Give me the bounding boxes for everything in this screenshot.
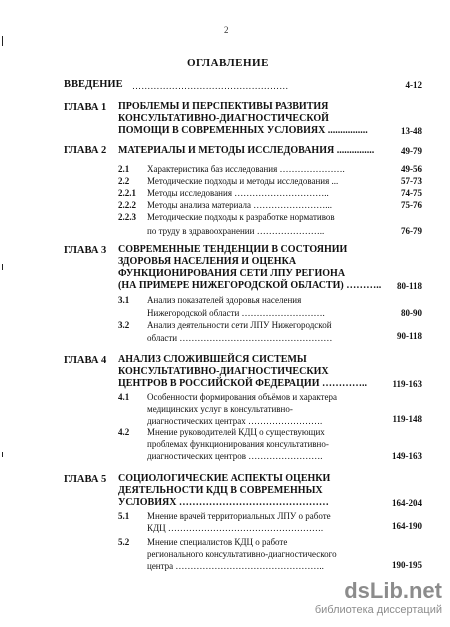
section-title-line: проблемах функционирования консультативно- xyxy=(147,439,329,449)
entry-pages: 164-190 xyxy=(392,521,422,531)
chapter-title-line: КОНСУЛЬТАТИВНО-ДИАГНОСТИЧЕСКОЙ xyxy=(118,113,329,124)
section-title: Методы исследования ………………………….. xyxy=(147,188,329,198)
section-number: 3.1 xyxy=(118,295,130,305)
entry-pages: 57-73 xyxy=(401,176,422,186)
section-title-line: области …………………………………………… xyxy=(147,333,333,343)
chapter-title-line: КОНСУЛЬТАТИВНО-ДИАГНОСТИЧЕСКИХ xyxy=(118,366,329,377)
chapter-label: ГЛАВА 3 xyxy=(64,245,107,256)
entry-pages: 13-48 xyxy=(401,126,422,136)
page-number: 2 xyxy=(224,25,229,35)
section-number: 5.1 xyxy=(118,511,130,521)
chapter-title-line: ДЕЯТЕЛЬНОСТИ КДЦ В СОВРЕМЕННЫХ xyxy=(118,485,323,496)
entry-pages: 164-204 xyxy=(392,498,422,508)
chapter-title-line: СОВРЕМЕННЫЕ ТЕНДЕНЦИИ В СОСТОЯНИИ xyxy=(118,244,348,255)
chapter-title-line: ПОМОЩИ В СОВРЕМЕННЫХ УСЛОВИЯХ ................ xyxy=(118,125,368,136)
chapter-title-line: УСЛОВИЯХ ……………………………………… xyxy=(118,497,329,508)
section-title-line: КДЦ ……………………………………………. xyxy=(147,523,324,533)
toc-title: ОГЛАВЛЕНИЕ xyxy=(187,57,269,69)
entry-pages: 149-163 xyxy=(392,451,422,461)
section-title-line: Мнение руководителей КДЦ о существующих xyxy=(147,427,325,437)
entry-pages: 49-79 xyxy=(401,146,422,156)
entry-dots: …………………………………………… xyxy=(132,81,289,91)
section-title-line: Анализ деятельности сети ЛПУ Нижегородской xyxy=(147,320,332,330)
scan-mark xyxy=(2,36,3,46)
section-number: 4.1 xyxy=(118,392,130,402)
section-number: 2.2.2 xyxy=(118,200,136,210)
section-number: 2.2 xyxy=(118,176,130,186)
section-number: 4.2 xyxy=(118,427,130,437)
section-number: 2.2.1 xyxy=(118,188,136,198)
entry-pages: 190-195 xyxy=(392,560,422,570)
section-title-line: центра ………………………………………….. xyxy=(147,561,324,571)
section-title-line: Методические подходы к разработке нормативов xyxy=(147,212,335,222)
entry-pages: 80-118 xyxy=(396,281,422,291)
section-number: 5.2 xyxy=(118,537,130,547)
section-title-line: Нижегородской области ………………………. xyxy=(147,308,325,318)
scan-mark xyxy=(2,264,3,270)
entry-pages: 90-118 xyxy=(396,331,422,341)
section-number: 2.2.3 xyxy=(118,212,136,222)
entry-pages: 119-163 xyxy=(392,379,422,389)
section-number: 2.1 xyxy=(118,164,130,174)
section-title-line: по труду в здравоохранении ………………….. xyxy=(147,226,325,236)
entry-pages: 49-56 xyxy=(401,164,422,174)
chapter-title-line: (НА ПРИМЕРЕ НИЖЕГОРОДСКОЙ ОБЛАСТИ) ……….. xyxy=(118,280,382,291)
section-title-line: диагностических центров ……………………. xyxy=(147,451,323,461)
chapter-label: ГЛАВА 1 xyxy=(64,102,107,113)
section-number: 3.2 xyxy=(118,320,130,330)
chapter-title-line: ФУНКЦИОНИРОВАНИЯ СЕТИ ЛПУ РЕГИОНА xyxy=(118,268,346,279)
section-title-line: Особенности формирования объёмов и характера xyxy=(147,392,337,402)
chapter-label: ГЛАВА 5 xyxy=(64,474,107,485)
chapter-title-line: ЗДОРОВЬЯ НАСЕЛЕНИЯ И ОЦЕНКА xyxy=(118,256,297,267)
section-title-line: Мнение врачей территориальных ЛПУ о работе xyxy=(147,511,331,521)
entry-label: ВВЕДЕНИЕ xyxy=(64,79,123,90)
section-title-line: регионального консультативно-диагностического xyxy=(147,549,337,559)
chapter-title-line: МАТЕРИАЛЫ И МЕТОДЫ ИССЛЕДОВАНИЯ ............... xyxy=(118,145,375,156)
section-title-line: Мнение специалистов КДЦ о работе xyxy=(147,537,288,547)
entry-pages: 76-79 xyxy=(401,226,422,236)
chapter-title-line: ПРОБЛЕМЫ И ПЕРСПЕКТИВЫ РАЗВИТИЯ xyxy=(118,101,329,112)
entry-pages: 4-12 xyxy=(405,80,422,90)
section-title: Методы анализа материала ……………………... xyxy=(147,200,333,210)
watermark-caption: библиотека диссертаций xyxy=(314,604,442,616)
chapter-title-line: АНАЛИЗ СЛОЖИВШЕЙСЯ СИСТЕМЫ xyxy=(118,354,307,365)
entry-pages: 119-148 xyxy=(392,414,422,424)
scan-mark xyxy=(2,452,3,457)
section-title: Методические подходы и методы исследования ... xyxy=(147,176,339,186)
section-title-line: диагностических центрах ……………………. xyxy=(147,416,323,426)
section-title-line: медицинских услуг в консультативно- xyxy=(147,404,293,414)
section-title: Характеристика баз исследования …………………. xyxy=(147,164,345,174)
chapter-title-line: ЦЕНТРОВ В РОССИЙСКОЙ ФЕДЕРАЦИИ ………….. xyxy=(118,378,367,389)
section-title-line: Анализ показателей здоровья населения xyxy=(147,295,302,305)
chapter-label: ГЛАВА 4 xyxy=(64,355,107,366)
chapter-title-line: СОЦИОЛОГИЧЕСКИЕ АСПЕКТЫ ОЦЕНКИ xyxy=(118,473,331,484)
entry-pages: 75-76 xyxy=(401,200,422,210)
entry-pages: 74-75 xyxy=(401,188,422,198)
chapter-label: ГЛАВА 2 xyxy=(64,145,107,156)
entry-pages: 80-90 xyxy=(401,308,422,318)
watermark-logo: dsLib.net xyxy=(344,578,442,603)
